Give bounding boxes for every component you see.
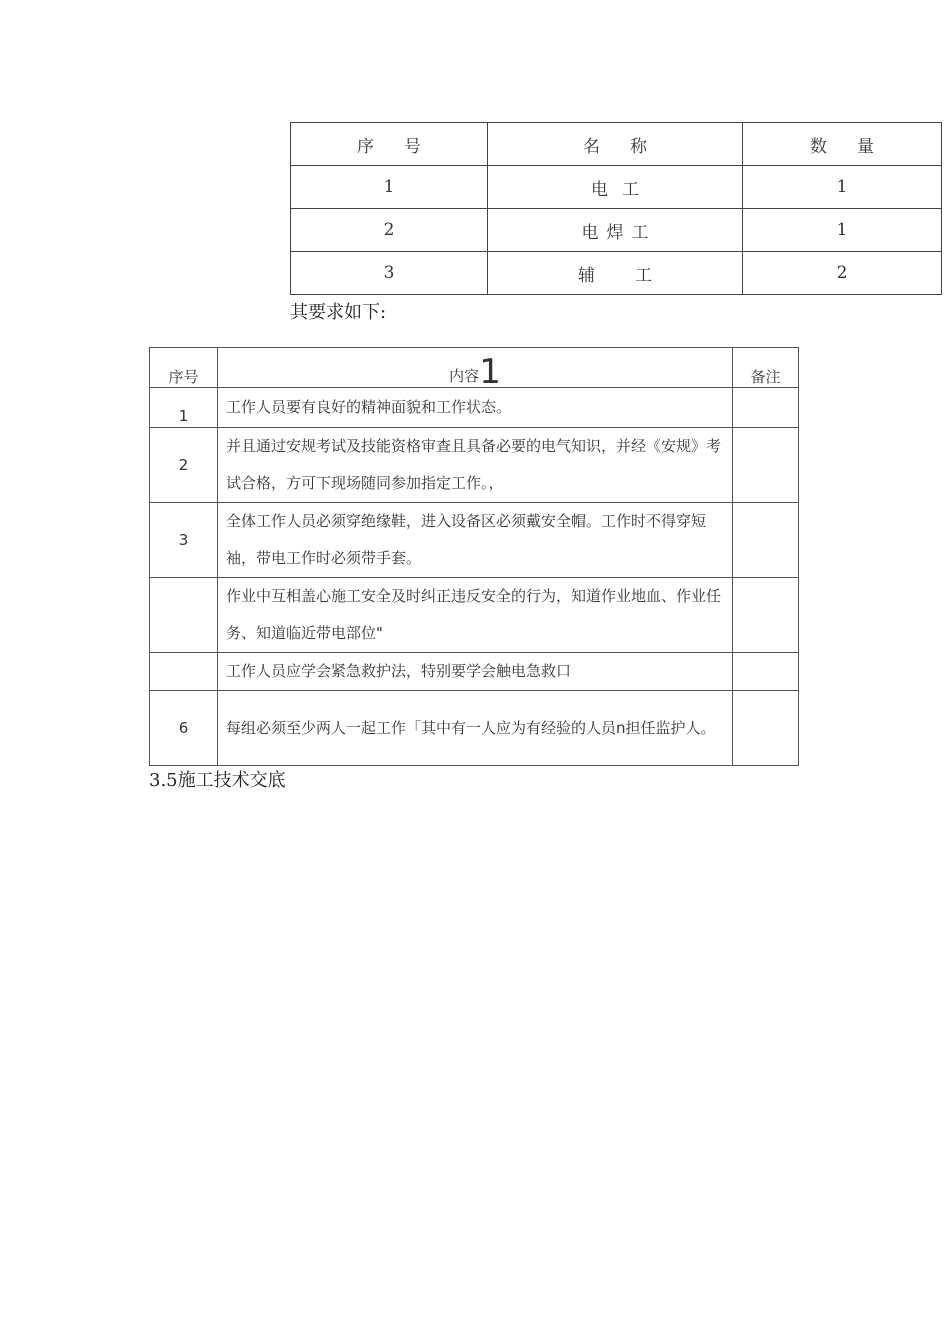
staff-no: 2 (291, 209, 488, 252)
staff-name: 电工 (488, 166, 743, 209)
req-content: 作业中互相盖心施工安全及时纠正违反安全的行为，知道作业地血、作业任务、知道临近带电部位" (218, 578, 733, 653)
req-note (733, 578, 799, 653)
req-no: 2 (150, 428, 218, 503)
requirements-table (149, 347, 799, 766)
staff-table-header (291, 123, 942, 166)
staff-no: 1 (291, 166, 488, 209)
table-row (150, 503, 799, 578)
staff-no: 3 (291, 252, 488, 295)
req-note (733, 653, 799, 691)
staff-header-qty: 数量 (743, 123, 942, 166)
req-content: 工作人员要有良好的精神面貌和工作状态。 (218, 388, 733, 428)
req-note (733, 691, 799, 766)
req-header-content-mark: 1 (479, 352, 501, 392)
table-row (150, 691, 799, 766)
staff-header-name: 名称 (488, 123, 743, 166)
staff-name: 辅工 (488, 252, 743, 295)
req-no (150, 578, 218, 653)
table-row (150, 428, 799, 503)
req-header-content (218, 348, 733, 392)
req-content: 工作人员应学会紧急救护法，特别要学会触电急救口 (218, 653, 733, 691)
req-content: 全体工作人员必须穿绝缘鞋，进入设备区必须戴安全帽。工作时不得穿短袖，带电工作时必须带手套。 (218, 503, 733, 578)
req-no (150, 653, 218, 691)
table-row (150, 653, 799, 691)
staff-qty: 1 (743, 209, 942, 252)
staff-table (290, 122, 942, 295)
requirements-header (150, 348, 799, 388)
req-header-note: 备注 (733, 348, 799, 388)
staff-name: 电焊工 (488, 209, 743, 252)
req-header-no: 序号 (150, 348, 218, 388)
req-no: 6 (150, 691, 218, 766)
req-no: 1 (150, 388, 218, 428)
table-row (291, 209, 942, 252)
table-row (291, 252, 942, 295)
req-header-content-label: 内容 (449, 367, 480, 385)
staff-header-no: 序号 (291, 123, 488, 166)
req-note (733, 388, 799, 428)
table-row (150, 388, 799, 428)
req-note (733, 428, 799, 503)
req-note (733, 503, 799, 578)
req-content: 每组必须至少两人一起工作「其中有一人应为有经验的人员n担任监护人。 (218, 691, 733, 766)
staff-qty: 1 (743, 166, 942, 209)
req-content: 并且通过安规考试及技能资格审查且具备必要的电气知识，并经《安规》考试合格，方可下现场随同参加指定工作。， (218, 428, 733, 503)
table-row (150, 578, 799, 653)
req-no: 3 (150, 503, 218, 578)
section-heading: 3.5施工技术交底 (149, 770, 286, 791)
table-row (291, 166, 942, 209)
staff-qty: 2 (743, 252, 942, 295)
requirements-intro: 其要求如下: (290, 302, 387, 323)
